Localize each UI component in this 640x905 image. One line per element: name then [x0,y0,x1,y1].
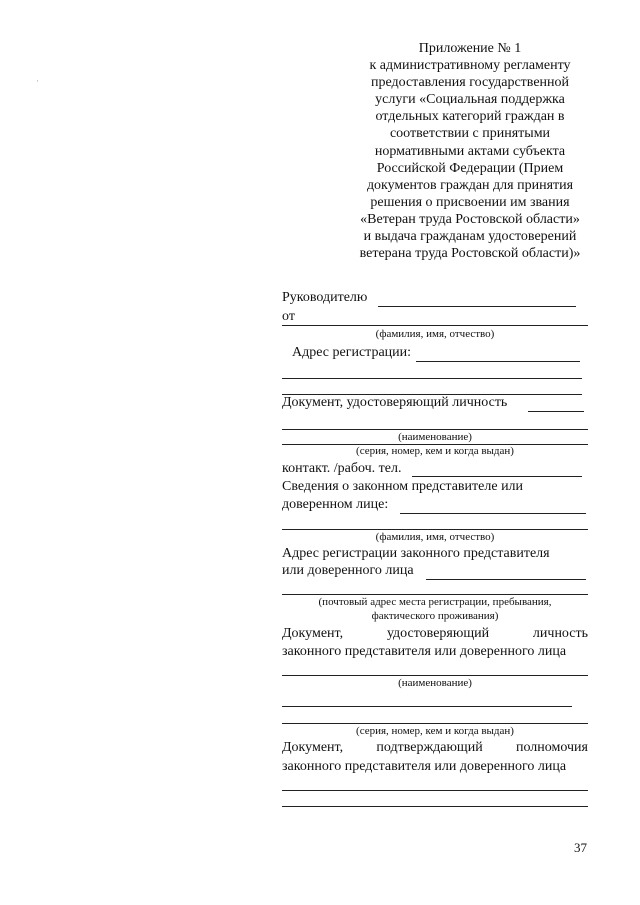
rep-id-word: Документ, [282,626,344,641]
appendix-line: соответствии с принятыми [389,126,551,142]
reg-address-line[interactable] [416,361,580,362]
appendix-line: предоставления государственной [370,75,570,91]
rep-info-label-1: Сведения о законном представителе или [282,479,524,494]
rep-id-doc-label-1 [282,626,588,642]
id-doc-line-2[interactable] [282,429,588,430]
id-doc-label: Документ, удостоверяющий личность [282,395,508,410]
applicant-name-line[interactable] [282,325,588,326]
postal-caption-1: (почтовый адрес места регистрации, пребывания, [318,596,552,608]
reg-address-line-2[interactable] [282,378,582,379]
series-caption-2: (серия, номер, кем и когда выдан) [356,725,514,737]
appendix-line: Российской Федерации (Прием [376,160,564,176]
appendix-line: документов граждан для принятия [366,177,574,193]
fio-caption: (фамилия, имя, отчество) [375,328,495,340]
rep-address-line-2[interactable] [282,594,588,595]
authority-word: подтверждающий [376,740,483,755]
head-label: Руководителю [282,290,368,305]
rep-name-line[interactable] [282,529,588,530]
rep-info-line[interactable] [400,513,586,514]
appendix-line: и выдача гражданам удостоверений [363,229,577,245]
rep-info-label-2: доверенном лице: [282,497,389,512]
name-caption: (наименование) [398,431,472,443]
rep-id-doc-line[interactable] [282,675,588,676]
authority-doc-label-1 [282,740,588,756]
rep-id-doc-label-2: законного представителя или доверенного лица [282,644,567,659]
appendix-line: «Ветеран труда Ростовской области» [360,211,580,227]
authority-doc-line[interactable] [282,790,588,791]
authority-doc-line-2[interactable] [282,806,588,807]
series-caption: (серия, номер, кем и когда выдан) [356,445,514,457]
fio-caption-2: (фамилия, имя, отчество) [375,531,495,543]
reg-address-label: Адрес регистрации: [292,345,412,360]
from-label: от [282,309,295,324]
contact-line[interactable] [412,476,582,477]
head-name-line[interactable] [378,306,576,307]
page-number: 37 [574,840,587,855]
rep-id-doc-line-3[interactable] [282,723,588,724]
rep-id-doc-line-2[interactable] [282,706,572,707]
rep-id-word: личность [532,626,588,641]
rep-address-line[interactable] [426,579,586,580]
id-doc-line[interactable] [528,411,584,412]
appendix-line: услуги «Социальная поддержка [375,92,565,108]
scan-speck: · [36,76,39,86]
authority-doc-label-2: законного представителя или доверенного лица [282,759,567,774]
postal-caption-2: фактического проживания) [371,610,499,622]
appendix-line: отдельных категорий граждан в [375,109,565,125]
rep-address-label-2: или доверенного лица [282,563,414,578]
authority-word: Документ, [282,740,344,755]
contact-label: контакт. /рабоч. тел. [282,461,402,476]
appendix-line: к административному регламенту [369,58,571,74]
rep-address-label-1: Адрес регистрации законного представителя [282,546,550,561]
appendix-line: нормативными актами субъекта [374,143,566,159]
appendix-line: решения о присвоении им звания [370,194,570,210]
rep-id-word: удостоверяющий [386,626,490,641]
appendix-line: Приложение № 1 [418,41,522,56]
appendix-line: ветерана труда Ростовской области)» [359,246,581,262]
name-caption-2: (наименование) [398,677,472,689]
appendix-header [338,40,602,262]
authority-word: полномочия [515,740,588,755]
